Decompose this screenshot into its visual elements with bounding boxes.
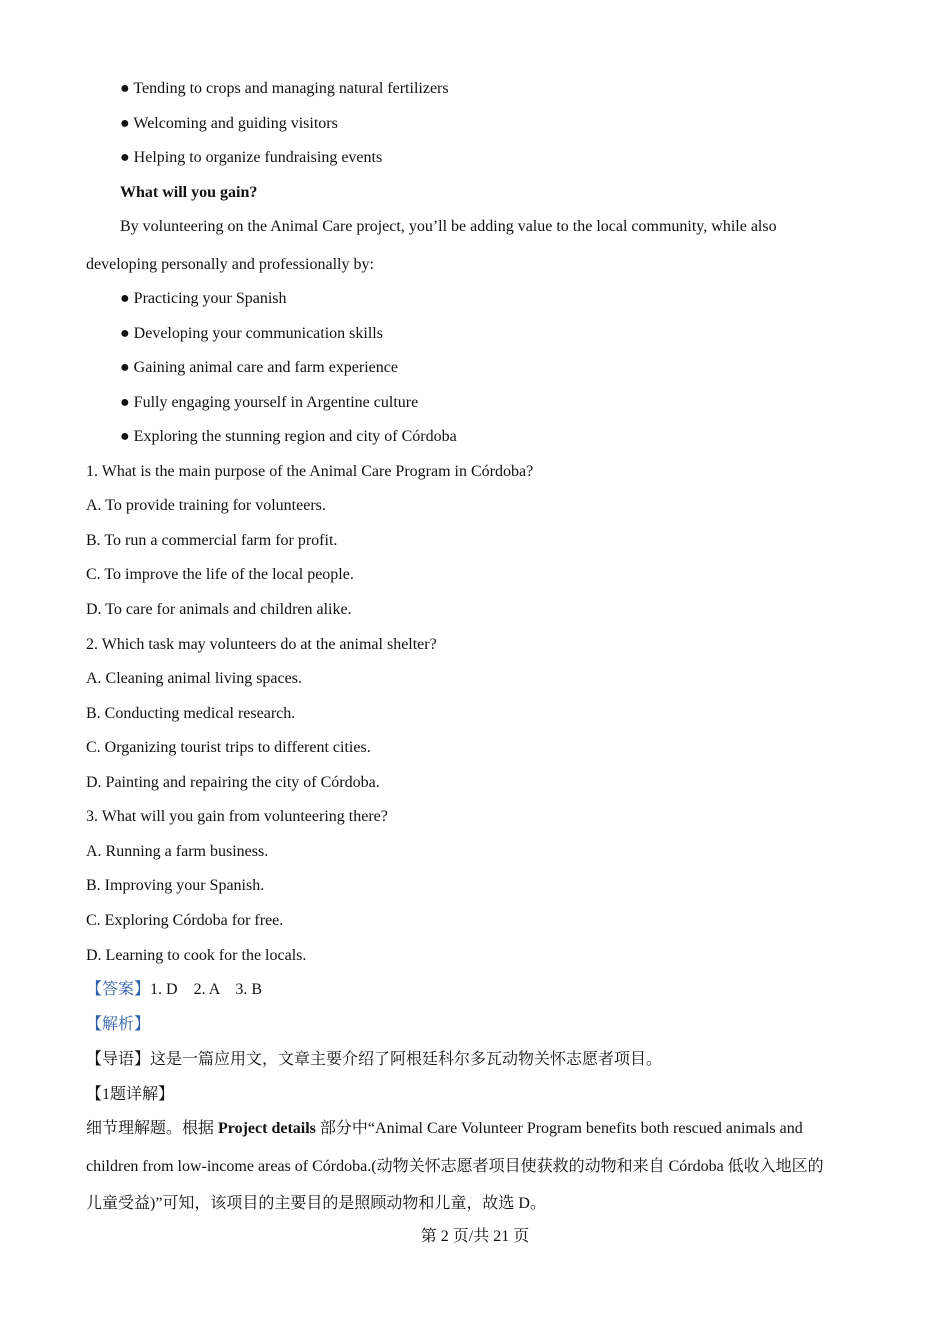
question-stem: 2. Which task may volunteers do at the animal shelter?	[86, 636, 437, 653]
bullet-item: ● Tending to crops and managing natural fertilizers	[120, 80, 449, 97]
detail-bold: Project details	[218, 1120, 316, 1137]
question-stem: 3. What will you gain from volunteering there?	[86, 808, 388, 825]
analysis-label: 【解析】	[86, 1016, 151, 1033]
bullet-item: ● Welcoming and guiding visitors	[120, 115, 338, 132]
answer-label: 【答案】	[86, 981, 151, 998]
paragraph-line: developing personally and professionally by:	[86, 256, 374, 273]
question-option: C. To improve the life of the local people.	[86, 566, 354, 583]
question-option: B. Improving your Spanish.	[86, 877, 265, 894]
bullet-item: ● Practicing your Spanish	[120, 290, 287, 307]
question-option: C. Exploring Córdoba for free.	[86, 912, 284, 929]
detail-prefix: 细节理解题。根据	[86, 1120, 219, 1137]
question-option: A. To provide training for volunteers.	[86, 497, 326, 514]
question-detail-label: 【1题详解】	[86, 1086, 175, 1103]
bullet-item: ● Gaining animal care and farm experience	[120, 359, 398, 376]
question-option: A. Running a farm business.	[86, 843, 269, 860]
bullet-item: ● Exploring the stunning region and city of Córdoba	[120, 428, 457, 445]
detail-line	[86, 1119, 803, 1139]
question-option: D. To care for animals and children alike.	[86, 601, 352, 618]
question-option: C. Organizing tourist trips to different cities.	[86, 739, 371, 756]
detail-line: children from low-income areas of Córdoba.(动物关怀志愿者项目使获救的动物和来自 Córdoba 低收入地区的	[86, 1158, 824, 1175]
question-option: B. To run a commercial farm for profit.	[86, 532, 338, 549]
answer-line	[86, 980, 262, 1000]
question-option: A. Cleaning animal living spaces.	[86, 670, 302, 687]
question-option: D. Painting and repairing the city of Córdoba.	[86, 774, 380, 791]
paragraph-line: By volunteering on the Animal Care project, you’ll be adding value to the local community, while also	[120, 218, 777, 235]
question-stem: 1. What is the main purpose of the Animal Care Program in Córdoba?	[86, 463, 534, 480]
guide-text: 【导语】这是一篇应用文，文章主要介绍了阿根廷科尔多瓦动物关怀志愿者项目。	[86, 1051, 663, 1068]
page-footer: 第 2 页/共 21 页	[420, 1228, 530, 1245]
bullet-item: ● Helping to organize fundraising events	[120, 149, 383, 166]
bullet-item: ● Fully engaging yourself in Argentine culture	[120, 394, 419, 411]
detail-suffix: 部分中“Animal Care Volunteer Program benefits both rescued animals and	[315, 1120, 803, 1137]
question-option: B. Conducting medical research.	[86, 705, 296, 722]
bullet-item: ● Developing your communication skills	[120, 325, 383, 342]
detail-line: 儿童受益)”可知，该项目的主要目的是照顾动物和儿童，故选 D。	[86, 1195, 546, 1212]
question-option: D. Learning to cook for the locals.	[86, 947, 307, 964]
answer-text: 1. D 2. A 3. B	[150, 981, 263, 998]
section-heading: What will you gain?	[120, 184, 258, 201]
